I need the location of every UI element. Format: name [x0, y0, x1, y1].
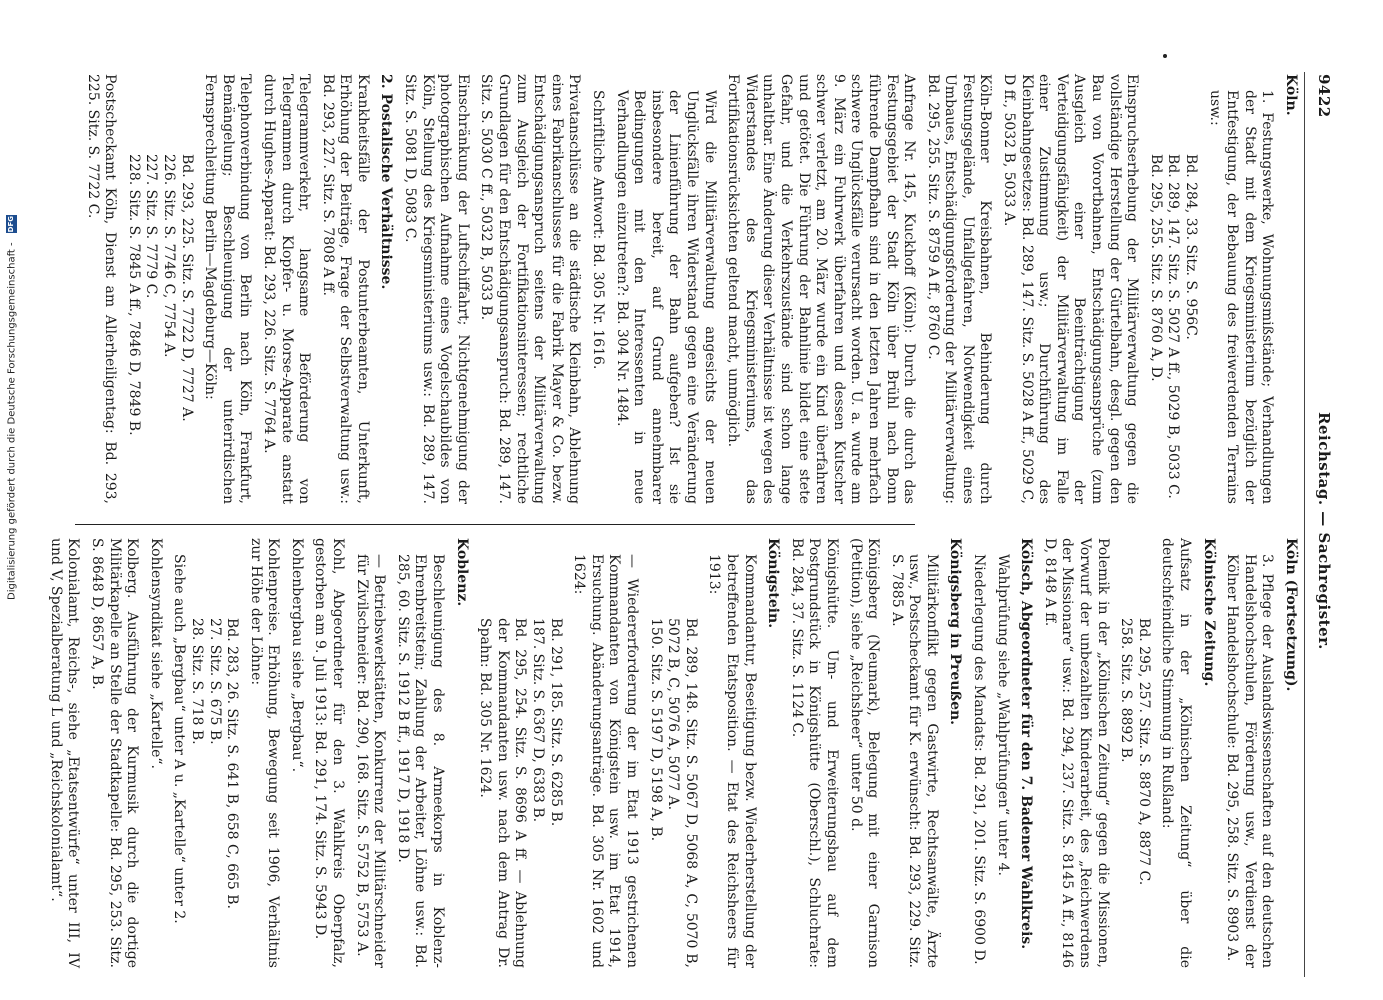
entry: Schriftliche Antwort: Bd. 305 Nr. 1616.	[590, 90, 607, 370]
entry: 3. Pflege der Auslandswissenschaften auf den deutschen Handelshochschulen, Förderung usw., Verdienst der Kölner Handelshochschule: Bd. 295, 258. Sitz. S. 8903 A.	[1224, 554, 1276, 968]
left-column	[74, 74, 1299, 504]
entry: Niederlegung des Mandats: Bd. 291, 201. Sitz. S. 6900 D.	[971, 554, 988, 965]
entry-reference: Bd. 289, 148. Sitz. S. 5067 D, 5068 A, C, 5070 B, 5072 B, C, 5076 A, 5077 A.	[665, 618, 699, 968]
entry-heading: Kölnische Zeitung.	[1200, 538, 1217, 687]
entry: Kohlenbergbau siehe „Bergbau“.	[288, 538, 305, 773]
entry-reference: 228. Sitz. S. 7845 A ff., 7846 D, 7849 B.	[125, 154, 142, 436]
entry: 1. Festungswerke, Wohnungsmißstände; Verhandlungen der Stadt mit dem Kriegsministerium bezüglich der Entfestigung, der Bebauung des freiwerdenden Terrains usw.:	[1206, 90, 1276, 504]
entry-heading: 2. Postalische Verhältnisse.	[378, 74, 395, 290]
entry: Aufsatz in der „Kölnischen Zeitung“ über die deutschfeindliche Stimmung in Rußland:	[1159, 538, 1194, 968]
right-column	[47, 538, 1299, 968]
running-title: Reichstag. — Sachregister.	[1315, 412, 1333, 650]
entry: Siehe auch „Bergbau“ unter A u. „Kartelle“ unter 2.	[171, 554, 188, 924]
column-rule	[75, 524, 915, 525]
entry: Polemik in der „Kölnischen Zeitung“ gegen die Missionen, Vorwurf der unbezahlten Kinderarbeit, des „Reichwerdens der Missionare“ usw.: Bd. 294, 237. Sitz. S. 8145 A ff., 8146 D, 8148 A ff.	[1041, 538, 1111, 968]
footer-text: Digitalisierung gefördert durch die Deutsche Forschungsgemeinschaft -	[6, 242, 18, 600]
entry: Postscheckamt Köln, Dienst am Allerheiligentag: Bd. 293, 225. Sitz. S. 7722 C.	[84, 74, 119, 504]
footer	[6, 208, 20, 600]
entry-reference: 258. Sitz. S. 8892 B.	[1118, 618, 1135, 763]
entry: Telegrammverkehr, langsame Beförderung von Telegrammen durch Klopfer- u. Morse-Apparate anstatt durch Hughes-Apparat: Bd. 293, 226. Sitz. S. 7764 A.	[260, 74, 313, 504]
entry-heading: Köln.	[1283, 74, 1299, 116]
entry: Privatanschlüsse an die städtische Kleinbahn, Ablehnung eines Fabrikanschlusses für die Fabrik Mayer & Co. bezw. Entschädigungsanspruch seitens der Militärverwaltung zum Ausgleich der Fortifikationsinteressen; rechtliche Grundlagen für den Entschädigungsanspruch: Bd. 289, 147. Sitz. S. 5030 C ff., 5032 B, 5033 B.	[478, 74, 583, 504]
entry: Kolonialamt, Reichs-, siehe „Etatsentwürfe“ unter III, IV und V, Spezialberatung L und „Reichskolonialamt“.	[47, 538, 82, 968]
entry: Beschleunigung des 8. Armeekorps in Koblenz-Ehrenbreitstein; Zahlung der Arbeiter, Löhne usw.: Bd. 285, 60. Sitz. S. 1912 B ff., 1917 D, 1918 D.	[394, 554, 447, 968]
page-number: 9422	[1315, 74, 1333, 118]
entry: Wird die Militärverwaltung angesichts der neuen Unglücksfälle ihren Widerstand gegen eine Veränderung der Linienführung der Bahn aufgeben? Ist sie insbesondere bereit, auf Grund annehmbarer Bedingungen mit den Interessenten in neue Verhandlungen einzutreten?: Bd. 304 Nr. 1484.	[613, 90, 718, 504]
entry: Kohlensyndikat siehe „Kartelle“.	[147, 538, 164, 769]
entry: Königshütte. Um- und Erweiterungsbau auf dem Postgrundstück in Königshütte (Oberschl.), Schluchrate: Bd. 284, 37. Sitz. S. 1124 C.	[788, 538, 840, 968]
entry: Königsberg (Neumark), Belegung mit einer Garnison (Petition), siehe „Reichsheer“ unter 50 d.	[847, 538, 882, 968]
header-rule	[1304, 72, 1305, 977]
entry: — Wiedererforderung der im Etat 1913 gestrichenen Kommandanten von Königstein usw. im Etat 1914, Ersuchung. Abänderungsanträge. Bd. 305 Nr. 1602 und 1624:	[571, 554, 640, 968]
entry-reference: 226. Sitz. S. 7746 C, 7754 A.	[160, 154, 177, 358]
entry: Kohl, Abgeordneter für den 3. Wahlkreis Oberpfalz, gestorben am 9. Juli 1913: Bd. 291, 174. Sitz. S. 5943 D.	[312, 538, 347, 968]
entry: Kommandantur, Beseitigung bezw. Wiederherstellung der betreffenden Etatsposition. — Etat des Reichsheers für 1913:	[706, 554, 758, 968]
entry: Telephonverbindung von Berlin nach Köln, Frankfurt, Bemängelung; Beschleunigung der unterirdischen Fernsprechleitung Berlin—Magdeburg—Köln:	[202, 74, 254, 504]
entry-reference: Bd. 284, 33. Sitz. S. 956C.	[1183, 154, 1200, 340]
entry-reference: 187. Sitz. S. 6367 D, 6383 B.	[530, 618, 547, 823]
entry: Anfrage Nr. 145, Kuckhoff (Köln): Durch die durch das Festungsgebiet der Stadt Köln über Brühl nach Bonn führende Dampfbahn sind in den letzten Jahren mehrfach schwere Unglücksfälle verursacht worden. U. a. wurde am 9. März ein Fuhrwerk überfahren und dessen Kutscher schwer verletzt, am 20. März wurde ein Kind überfahren und getötet. Die Führung der Bahnlinie bildet eine stete Gefahr, und die Verkehrszustände sind schon lange unhaltbar. Eine Änderung dieser Verhältnisse ist wegen des Widerstandes des Kriegsministeriums, das Fortifikationsrücksichten geltend macht, unmöglich.	[725, 74, 918, 504]
entry-reference: Bd. 295, 257. Sitz. S. 8870 A, 8877 C.	[1135, 618, 1152, 886]
entry-reference: 28. Sitz. S. 718 B.	[188, 618, 205, 745]
entry: Einspruchserhebung der Militärverwaltung gegen die vollständige Herstellung der Gürtelbahn, desgl. gegen den Bau von Vorortbahnen, Entschädigungsansprüche (zum Ausgleich einer Beeinträchtigung der Verteidigungsfähigkeit) der Militärverwaltung im Falle einer Zustimmung usw.; Durchführung des Kleinbahngesetzes: Bd. 289, 147. Sitz. S. 5028 A ff., 5029 C, D ff., 5032 B, 5033 A.	[1001, 74, 1141, 504]
entry-reference: 150. Sitz. S. 5197 D, 5198 A, B.	[647, 618, 664, 842]
entry: Kohlenpreise. Erhöhung, Bewegung seit 1906, Verhältnis zur Höhe der Löhne:	[247, 538, 282, 968]
entry-reference: Bd. 289, 147. Sitz. S. 5027 A ff., 5029 B, 5033 C.	[1165, 154, 1182, 499]
entry-heading: Kölsch, Abgeordneter für den 7. Badener Wahlkreis.	[1018, 538, 1035, 950]
entry-reference: Bd. 295, 255. Sitz. S. 8760 A, D.	[1147, 154, 1164, 382]
entry: — Betriebswerkstätten, Konkurrenz der Militärschneider für Zivilschneider: Bd. 290, 168. Sitz. S. 5752 B, 5753 A.	[353, 554, 388, 968]
rotated-page	[47, 72, 1335, 977]
printed-dot	[1163, 54, 1167, 58]
dfg-logo: DFG	[7, 216, 15, 233]
entry: Kolberg. Ausführung der Kurmusik durch die dortige Militärkapelle an Stelle der Stadtkapelle: Bd. 295, 253. Sitz. S. 8648 D, 8657 A, B.	[88, 538, 141, 968]
entry: Köln-Bonner Kreisbahnen, Behinderung durch Festungsgelände, Unfallgefahren, Notwendigkeit eines Umbaues, Entschädigungsforderung der Militärverwaltung: Bd. 295, 255. Sitz. S. 8759 A ff., 8760 C.	[924, 74, 994, 504]
running-head	[1307, 72, 1335, 977]
entry: Wahlprüfung siehe „Wahlprüfungen“ unter 4.	[994, 554, 1011, 876]
entry: Einschränkung der Luftschiffahrt; Nichtgenehmigung der photographischen Aufnahme eines Vogelschaubildes von Köln, Stellung des Kriegsministeriums usw.: Bd. 289, 147. Sitz. S. 5081 D, 5083 C.	[402, 74, 471, 504]
entry-reference: 227. Sitz. S. 7779 C.	[143, 154, 160, 299]
entry: Militärkonflikt gegen Gastwirte, Rechtsanwälte, Ärzte usw., Postscheckamt für K. erwünscht: Bd. 293, 229. Sitz. S. 7885 A.	[888, 554, 940, 968]
entry-reference: Bd. 295, 254. Sitz. S. 8696 A ff. — Ablehnung der Kommandanten usw. nach dem Antrag Dr. Spahn: Bd. 305 Nr. 1624.	[477, 618, 529, 968]
entry: Krankheitsfälle der Postunterbeamten, Unterkunft, Erhöhung der Beiträge, Frage der Selbstverwaltung usw.: Bd. 293, 227. Sitz. S. 7808 A ff.	[319, 74, 371, 504]
entry-reference: Bd. 291, 185. Sitz. S. 6285 B.	[547, 618, 564, 827]
entry-heading: Königstein.	[765, 538, 782, 629]
entry-reference: Bd. 293, 225. Sitz. S. 7722 D, 7727 A.	[178, 154, 195, 422]
entry-heading: Köln (Fortsetzung).	[1283, 538, 1299, 692]
entry-heading: Königsberg in Preußen.	[947, 538, 964, 726]
entry-reference: 27. Sitz. S. 675 B.	[206, 618, 223, 745]
entry-heading: Koblenz.	[453, 538, 470, 607]
entry-reference: Bd. 283, 26. Sitz. S. 641 B, 658 C, 665 B.	[224, 618, 241, 910]
